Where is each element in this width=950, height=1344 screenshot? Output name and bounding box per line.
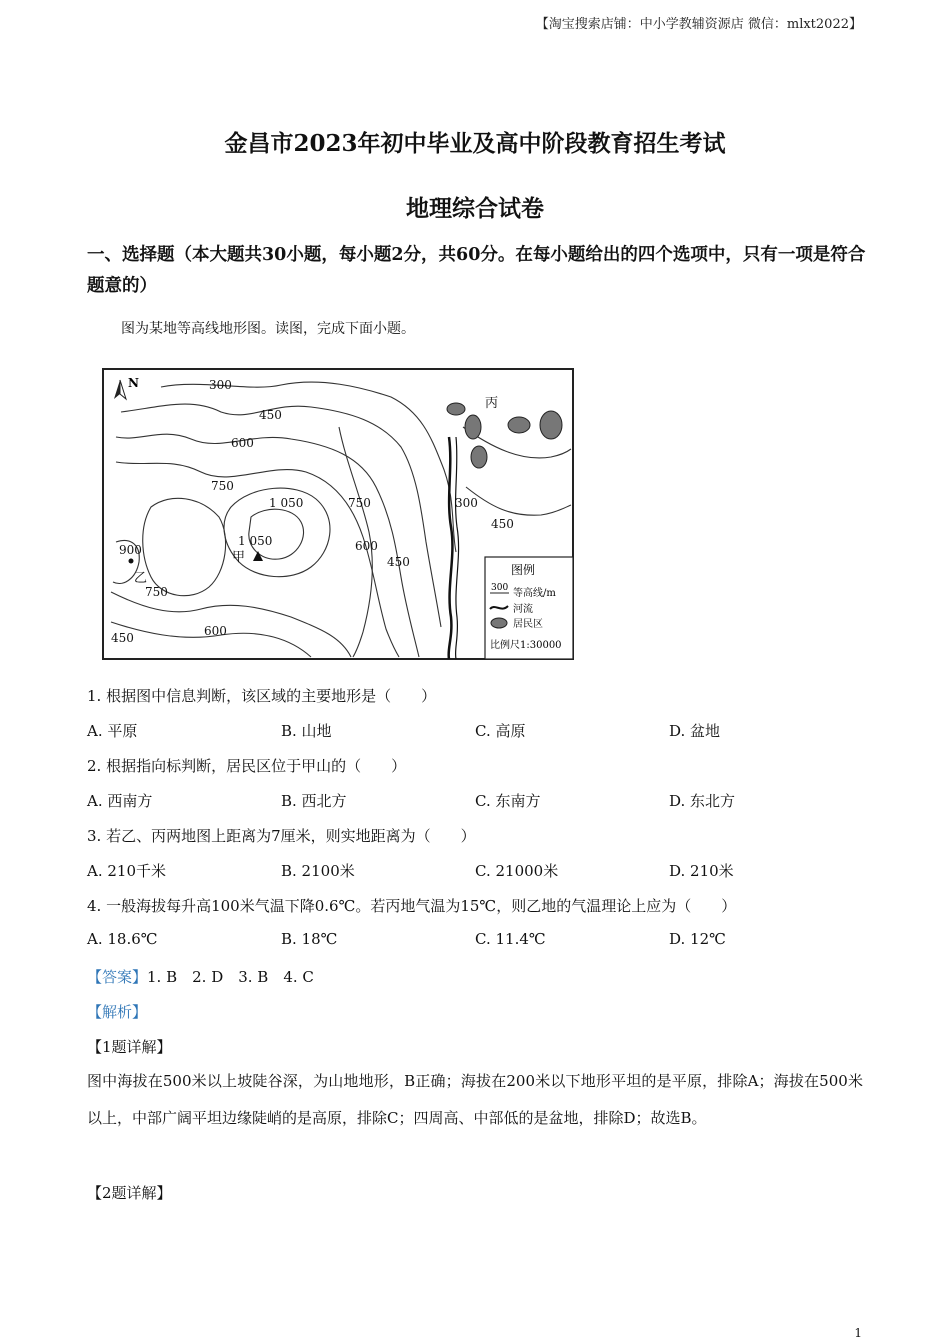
exam-title: 金昌市2023年初中毕业及高中阶段教育招生考试 bbox=[224, 130, 726, 157]
answer-text: 1. B 2. D 3. B 4. C bbox=[147, 968, 314, 986]
contour-label: 750 bbox=[348, 496, 371, 510]
question-4-option-a: A. 18.6℃ bbox=[87, 930, 158, 948]
contour-label: 1 050 bbox=[238, 534, 273, 548]
question-2-option-a: A. 西南方 bbox=[87, 792, 153, 810]
legend-river-label: 河流 bbox=[513, 604, 533, 615]
detail-1-heading: 【1题详解】 bbox=[87, 1038, 172, 1056]
answer-label: 【答案】 bbox=[87, 968, 148, 986]
contour-map bbox=[101, 367, 576, 662]
contour-label: 450 bbox=[491, 517, 514, 531]
contour-label: 300 bbox=[209, 378, 232, 392]
contour-label: 300 bbox=[455, 496, 478, 510]
question-4-option-b: B. 18℃ bbox=[281, 930, 338, 948]
map-legend bbox=[485, 557, 573, 659]
question-3-option-b: B. 2100米 bbox=[281, 862, 355, 880]
page-number: 1 bbox=[854, 1326, 862, 1340]
contour-label: 600 bbox=[231, 436, 254, 450]
contour-label: 750 bbox=[211, 479, 234, 493]
legend-title: 图例 bbox=[511, 563, 536, 577]
question-1-option-d: D. 盆地 bbox=[669, 722, 721, 740]
detail-2-heading: 【2题详解】 bbox=[87, 1184, 172, 1202]
legend-contour-label: 等高线/m bbox=[513, 588, 556, 599]
place-label-yi: 乙 bbox=[134, 571, 148, 586]
question-4-option-c: C. 11.4℃ bbox=[475, 930, 546, 948]
point-yi-marker bbox=[129, 559, 134, 564]
contour-label: 600 bbox=[355, 539, 378, 553]
legend-settlement-label: 居民区 bbox=[513, 619, 543, 630]
legend-scale: 比例尺1:30000 bbox=[490, 640, 562, 651]
question-1-option-b: B. 山地 bbox=[281, 722, 332, 740]
contour-label: 900 bbox=[119, 543, 142, 557]
question-2-option-c: C. 东南方 bbox=[475, 792, 541, 810]
question-intro: 图为某地等高线地形图。读图，完成下面小题。 bbox=[121, 321, 415, 337]
answer-line bbox=[87, 966, 314, 987]
analysis-label: 【解析】 bbox=[87, 1003, 148, 1021]
contour-label: 450 bbox=[111, 631, 134, 645]
question-1-stem: 1. 根据图中信息判断，该区域的主要地形是（ ） bbox=[87, 687, 437, 705]
question-2-stem: 2. 根据指向标判断，居民区位于甲山的（ ） bbox=[87, 757, 407, 775]
question-1-option-a: A. 平原 bbox=[87, 722, 138, 740]
contour-label: 750 bbox=[145, 585, 168, 599]
place-label-bing: 丙 bbox=[485, 396, 499, 411]
place-label-jia: 甲 bbox=[232, 550, 246, 565]
question-3-option-d: D. 210米 bbox=[669, 862, 734, 880]
detail-1-text: 图中海拔在500米以上坡陡谷深，为山地地形，B正确；海拔在200米以下地形平坦的是平原，排除A；海拔在500米以上，中部广阔平坦边缘陡峭的是高原，排除C；四周高、中部低的是盆地，排除D；故选B。 bbox=[87, 1072, 863, 1127]
question-1-option-c: C. 高原 bbox=[475, 722, 526, 740]
contour-label: 1 050 bbox=[269, 496, 304, 510]
contour-label: 600 bbox=[204, 624, 227, 638]
question-2-option-b: B. 西北方 bbox=[281, 792, 347, 810]
paper-subtitle: 地理综合试卷 bbox=[406, 195, 544, 222]
header-watermark: 【淘宝搜索店铺：中小学教辅资源店 微信：mlxt2022】 bbox=[535, 17, 862, 32]
legend-contour-value: 300 bbox=[491, 583, 509, 593]
section-heading: 一、选择题（本大题共30小题，每小题2分，共60分。在每小题给出的四个选项中，只有一项是符合题意的） bbox=[87, 245, 866, 296]
question-3-option-a: A. 210千米 bbox=[87, 862, 166, 880]
north-label: N bbox=[128, 376, 139, 390]
question-4-stem: 4. 一般海拔每升高100米气温下降0.6℃。若丙地气温为15℃，则乙地的气温理论上应为（ ） bbox=[87, 897, 737, 915]
question-4-option-d: D. 12℃ bbox=[669, 930, 726, 948]
legend-settlement-icon bbox=[491, 618, 507, 628]
question-3-option-c: C. 21000米 bbox=[475, 862, 559, 880]
contour-label: 450 bbox=[259, 408, 282, 422]
contour-label: 450 bbox=[387, 555, 410, 569]
question-2-option-d: D. 东北方 bbox=[669, 792, 736, 810]
question-3-stem: 3. 若乙、丙两地图上距离为7厘米，则实地距离为（ ） bbox=[87, 827, 476, 845]
